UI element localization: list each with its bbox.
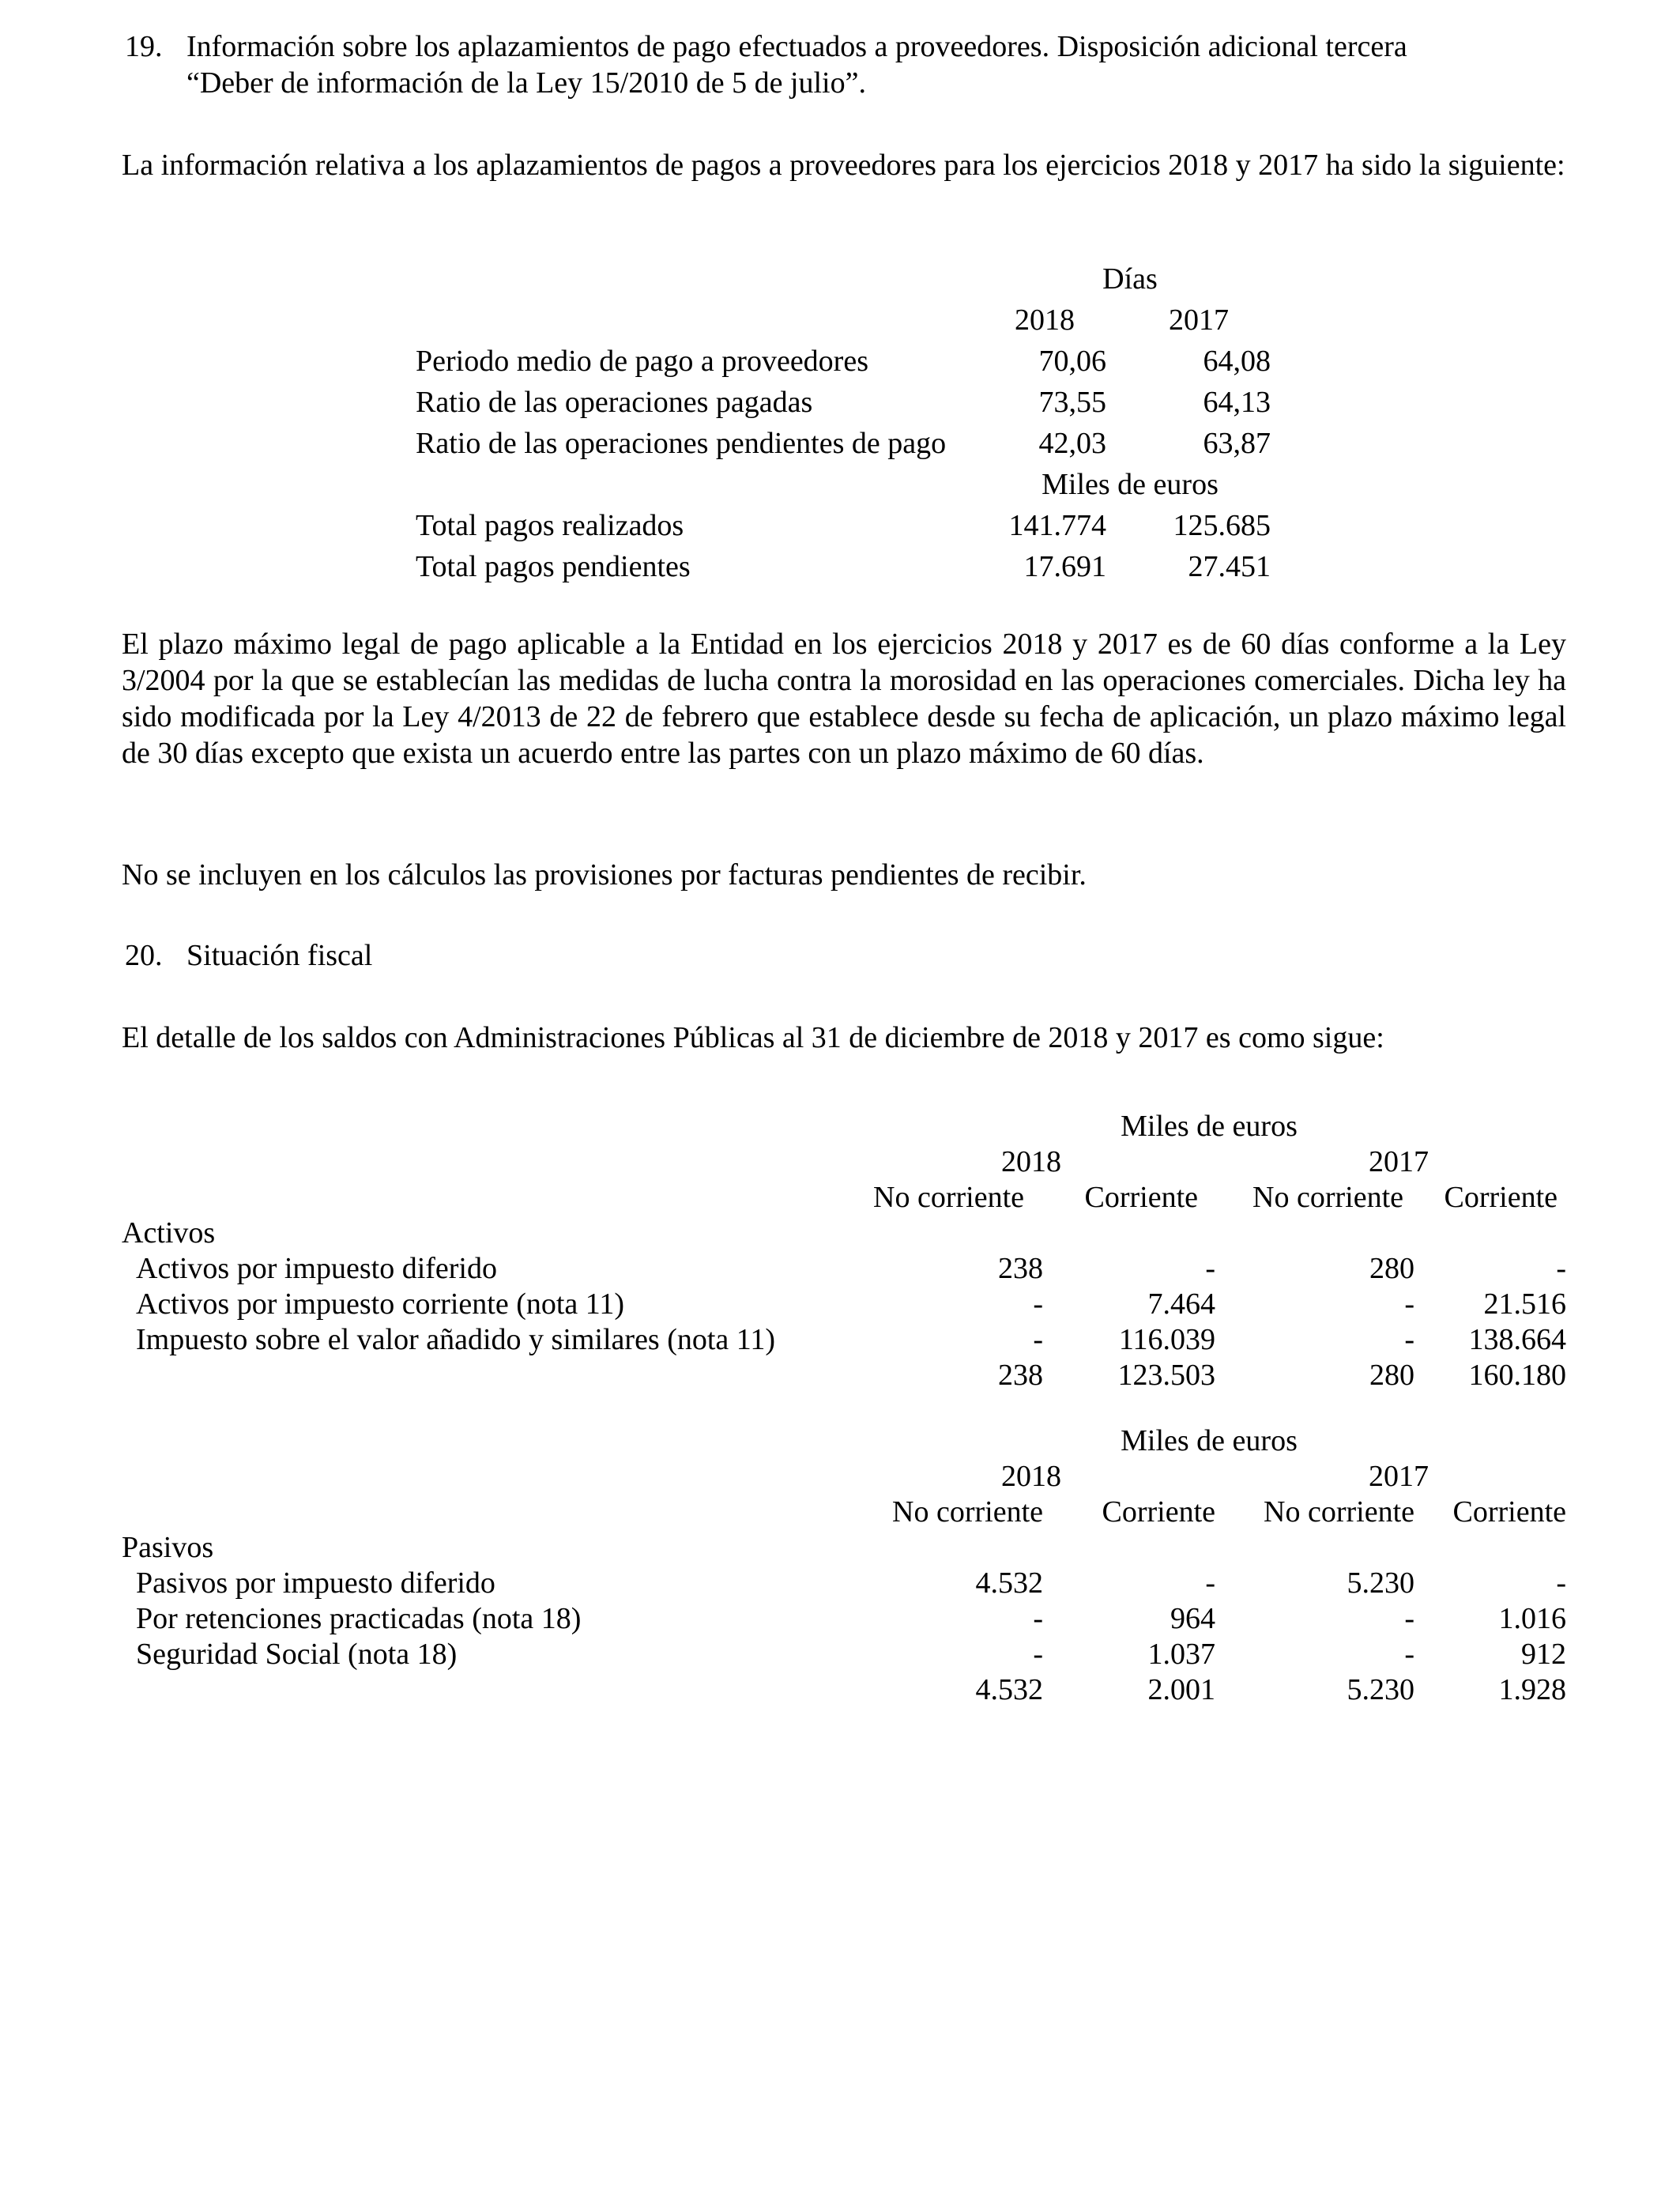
col-no-corriente-2017: No corriente (1252, 1181, 1403, 1214)
section-19-title-line2: “Deber de información de la Ley 15/2010 de 5 de julio”. (186, 66, 866, 100)
value-c-2017: 21.516 (1483, 1287, 1566, 1321)
row-label: Seguridad Social (nota 18) (136, 1638, 458, 1671)
row-label: Ratio de las operaciones pagadas (416, 386, 813, 419)
section-19-intro: La información relativa a los aplazamientos de pagos a proveedores para los ejercicios 2018 y 2017 ha sido la siguiente: (122, 149, 1565, 182)
col-no-corriente-2017: No corriente (1264, 1495, 1414, 1529)
row-label: Pasivos por impuesto diferido (136, 1566, 495, 1600)
col-corriente-2017: Corriente (1452, 1495, 1566, 1529)
col-corriente-2017: Corriente (1444, 1181, 1558, 1214)
value-2018: 141.774 (1008, 509, 1106, 542)
value-2017: 63,87 (1203, 427, 1271, 460)
value-2018: 73,55 (1038, 386, 1106, 419)
euros-group-header: Miles de euros (1042, 468, 1219, 501)
section-19-number: 19. (125, 30, 163, 63)
year-2017-header: 2017 (1369, 1145, 1429, 1178)
value-c-2017: 138.664 (1468, 1323, 1566, 1356)
value-c-2017: 1.016 (1498, 1602, 1566, 1635)
total-c-2018: 123.503 (1117, 1359, 1215, 1392)
value-2018: 70,06 (1038, 345, 1106, 378)
value-c-2017: - (1556, 1566, 1566, 1600)
year-2018-header: 2018 (1001, 1145, 1061, 1178)
value-c-2018: 116.039 (1118, 1323, 1215, 1356)
value-nc-2017: 280 (1369, 1252, 1414, 1285)
activos-section-label: Activos (122, 1216, 216, 1250)
section-19-title-line1: Información sobre los aplazamientos de pago efectuados a proveedores. Disposición adicional tercera (186, 30, 1407, 63)
row-label: Ratio de las operaciones pendientes de pago (416, 427, 947, 460)
row-label: Activos por impuesto corriente (nota 11) (136, 1287, 625, 1321)
row-label: Impuesto sobre el valor añadido y similares (nota 11) (136, 1323, 776, 1356)
year-2018-header: 2018 (1015, 303, 1075, 337)
col-no-corriente-2018: No corriente (873, 1181, 1024, 1214)
value-2018: 17.691 (1023, 550, 1106, 583)
total-c-2017: 1.928 (1498, 1673, 1566, 1706)
value-c-2017: 912 (1521, 1638, 1566, 1671)
value-2017: 64,08 (1203, 345, 1271, 378)
year-2017-header: 2017 (1169, 303, 1229, 337)
row-label: Activos por impuesto diferido (136, 1252, 497, 1285)
value-2017: 125.685 (1173, 509, 1271, 542)
col-corriente-2018: Corriente (1102, 1495, 1215, 1529)
value-c-2018: - (1205, 1252, 1215, 1285)
section-20-title: Situación fiscal (186, 939, 373, 972)
value-nc-2017: - (1404, 1323, 1414, 1356)
value-c-2018: 964 (1170, 1602, 1215, 1635)
total-nc-2017: 280 (1369, 1359, 1414, 1392)
total-nc-2018: 4.532 (975, 1673, 1043, 1706)
row-label: Periodo medio de pago a proveedores (416, 345, 868, 378)
pasivos-section-label: Pasivos (122, 1531, 214, 1564)
col-no-corriente-2018: No corriente (892, 1495, 1043, 1529)
value-nc-2017: - (1404, 1287, 1414, 1321)
days-group-header: Días (1102, 262, 1158, 296)
group-header: Miles de euros (1121, 1424, 1298, 1457)
value-2017: 64,13 (1203, 386, 1271, 419)
value-nc-2017: 5.230 (1347, 1566, 1414, 1600)
group-header: Miles de euros (1121, 1110, 1298, 1143)
value-c-2017: - (1556, 1252, 1566, 1285)
value-c-2018: 7.464 (1147, 1287, 1215, 1321)
row-label: Total pagos pendientes (416, 550, 691, 583)
total-c-2017: 160.180 (1468, 1359, 1566, 1392)
col-corriente-2018: Corriente (1084, 1181, 1198, 1214)
section-20-number: 20. (125, 939, 163, 972)
provisiones-paragraph: No se incluyen en los cálculos las provisiones por facturas pendientes de recibir. (122, 858, 1087, 892)
value-nc-2018: 238 (998, 1252, 1043, 1285)
value-nc-2018: - (1033, 1287, 1043, 1321)
row-label: Por retenciones practicadas (nota 18) (136, 1602, 582, 1635)
value-nc-2018: - (1033, 1602, 1043, 1635)
value-nc-2017: - (1404, 1638, 1414, 1671)
value-2018: 42,03 (1038, 427, 1106, 460)
value-nc-2018: - (1033, 1638, 1043, 1671)
total-nc-2017: 5.230 (1347, 1673, 1414, 1706)
value-nc-2017: - (1404, 1602, 1414, 1635)
year-2017-header: 2017 (1369, 1460, 1429, 1493)
total-nc-2018: 238 (998, 1359, 1043, 1392)
value-nc-2018: 4.532 (975, 1566, 1043, 1600)
value-c-2018: 1.037 (1147, 1638, 1215, 1671)
section-20-intro: El detalle de los saldos con Administraciones Públicas al 31 de diciembre de 2018 y 2017 es como sigue: (122, 1021, 1384, 1054)
year-2018-header: 2018 (1001, 1460, 1061, 1493)
total-c-2018: 2.001 (1147, 1673, 1215, 1706)
value-nc-2018: - (1033, 1323, 1043, 1356)
plazo-paragraph: El plazo máximo legal de pago aplicable a la Entidad en los ejercicios 2018 y 2017 es de 60 días conforme a la Ley 3/2004 por la que se establecían las medidas de lucha contra la morosidad en las operaciones comerciales. Dicha ley ha sido modificada por la Ley 4/2013 de 22 de febrero que establece desde su fecha de aplicación, un plazo máximo legal de 30 días excepto que exista un acuerdo entre las partes con un plazo máximo de 60 días. (122, 628, 1566, 770)
row-label: Total pagos realizados (416, 509, 684, 542)
value-2017: 27.451 (1188, 550, 1271, 583)
value-c-2018: - (1205, 1566, 1215, 1600)
